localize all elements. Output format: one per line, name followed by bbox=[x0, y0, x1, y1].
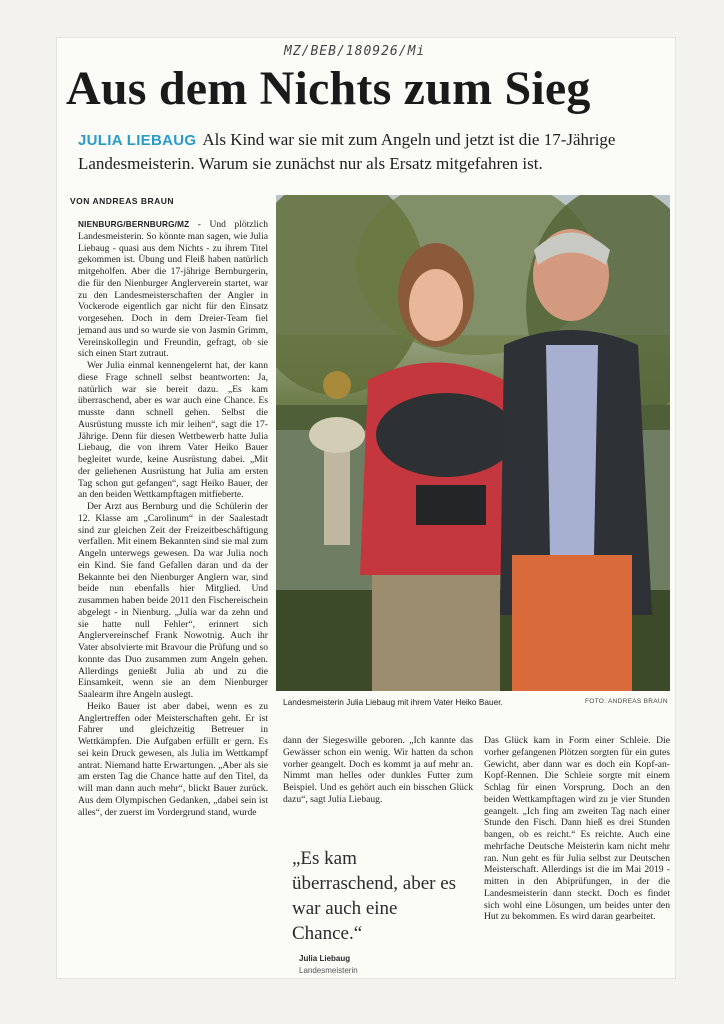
article-photo bbox=[276, 195, 670, 691]
lead-text: Als Kind war sie mit zum Angeln und jetzt ist die 17-Jährige Landesmeisterin. Warum sie zunächst nur als Ersatz mitgefahren ist. bbox=[78, 130, 616, 173]
pull-quote: „Es kam überraschend, aber es war auch eine Chance.“ bbox=[292, 848, 457, 944]
article-paragraph: Das Glück kam in Form einer Schleie. Die vorher gefangenen Plötzen sorgten für ein gutes Gewicht, aber dann war es doch ein Kopf-an-Kopf-Rennen. Die Schleie sorgte mit einem Schlag für einen Vorsprung. Doch an den beiden Wettkampftagen wird zu je vier Stunden geangelt. „Ich fing am zweiten Tag nach einer Stunde den Fisch. Dann hieß es drei Stunden bangen, ob es reicht.“ Es reichte. Auch eine mehrfache Deutsche Meisterin kam nicht mehr ran. Nun geht es für Julia selbst zur Deutschen Meisterschaft. Allerdings ist die im Mai 2019 - mitten in den Abiprüfungen, in der die Landesmeisterin dann steckt. Doch es findet sich wohl eine Lösungen, um beides unter den Hut zu bekommen. Es wird daran gearbeitet. bbox=[484, 735, 670, 923]
article-paragraph: NIENBURG/BERNBURG/MZ - Und plötzlich Landesmeisterin. So könnte man sagen, wie Julia Liebaug - quasi aus dem Nichts - zu ihrem Titel gekommen ist. Übung und Fleiß haben natürlich mitgeholfen. Aber die 17-jährige Bernburgerin, die für den Nienburger Anglerverein startet, war zu den Landesmeisterschaften der Angler in Vockerode eigentlich gar nicht für den Einsatz vorgesehen. Doch in dem Dreier-Team fiel jemand aus und so wurde sie von Jasmin Grimm, Vereinskollegin und Freundin, gefragt, ob sie sich einen Start zutraut. bbox=[78, 219, 268, 360]
article-column-3 bbox=[484, 735, 670, 923]
archive-stamp: MZ/BEB/180926/Mi bbox=[284, 44, 426, 59]
byline: VON ANDREAS BRAUN bbox=[70, 196, 175, 206]
article-column-2 bbox=[283, 735, 473, 806]
pull-quote-name: Julia Liebaug bbox=[299, 954, 351, 963]
photo-caption: Landesmeisterin Julia Liebaug mit ihrem Vater Heiko Bauer. bbox=[283, 697, 503, 707]
article-paragraph: Heiko Bauer ist aber dabei, wenn es zu Anglertreffen oder Meisterschaften geht. Er ist Fahrer und gleichzeitig Betreuer in Wettkämpfen. Die Aufgaben erfüllt er gern. Es sei kein Druck gewesen, als Julia im Wettkampf antrat. Niemand hatte Erwartungen. „Aber als sie am ersten Tag die Chance hatte auf den Titel, da will man dann auch mehr“, blickt Bauer zurück. Aus dem Olympischen Gedanken, „dabei sein ist alles“, der zuerst im Vordergrund stand, wurde bbox=[78, 700, 268, 818]
article-paragraph: Wer Julia einmal kennengelernt hat, der kann diese Frage schnell selbst beantworten: Ja, natürlich war sie bereit dazu. „Es kam überraschend, aber es war auch eine Chance. Es musste dann schnell gehen. Selbst die Ausrüstung musste ich mir leihen“, sagt die 17-Jährige. Denn für diesen Wettbewerb hatte Julia Liebaug, die von ihrem Vater Heiko Bauer begleitet wurde, keine Ausrüstung dabei. „Mit der geliehenen Ausrüstung hat Julia am ersten Tag schon gut gefangen“, sagt Heiko Bauer, der an den beiden Wettkampftagen mitfieberte. bbox=[78, 360, 268, 501]
article-paragraph: dann der Siegeswille geboren. „Ich kannte das Gewässer schon ein wenig. Wir hatten da schon vorher geangelt. Doch es kommt ja auf mehr an. Nimmt man helles oder dunkles Futter zum Beispiel. Und es gehört auch ein bisschen Glück dazu“, sagt Julia Liebaug. bbox=[283, 735, 473, 805]
dateline: NIENBURG/BERNBURG/MZ bbox=[78, 220, 190, 229]
lead-paragraph bbox=[78, 128, 678, 175]
photo-credit: FOTO: ANDREAS BRAUN bbox=[585, 698, 668, 705]
article-column-1 bbox=[78, 219, 268, 818]
headline: Aus dem Nichts zum Sieg bbox=[66, 62, 591, 115]
lead-kicker: JULIA LIEBAUG bbox=[78, 132, 197, 149]
photo-illustration bbox=[276, 195, 670, 691]
article-paragraph: Der Arzt aus Bernburg und die Schülerin der 12. Klasse am „Carolinum“ in der Saalestadt sind zur gleichen Zeit der Freizeitbeschäftigung verfallen. Mit einem Bekannten sind sie mal zum Angeln unterwegs gewesen. Da war Julia noch ein Kind. Sie fand Gefallen daran und da der Bekannte bei den Nienburger Anglern war, sind beide nun ebenfalls hier Mitglied. Und zusammen haben beide 2011 den Fischereischein abgelegt - in Nienburg. „Julia war da zehn und sie hatte null Fehler“, erinnert sich Anglervereinschef Frank Nowotnig. Auch ihr Vater absolvierte mit Bravour die Prüfung und so konnte das Duo zusammen zum Angeln gehen. Allerdings genießt Julia ab und zu die Einsamkeit, wenn sie an dem Nienburger Saalearm ihre Angeln auslegt. bbox=[78, 501, 268, 700]
pull-quote-role: Landesmeisterin bbox=[299, 966, 358, 975]
